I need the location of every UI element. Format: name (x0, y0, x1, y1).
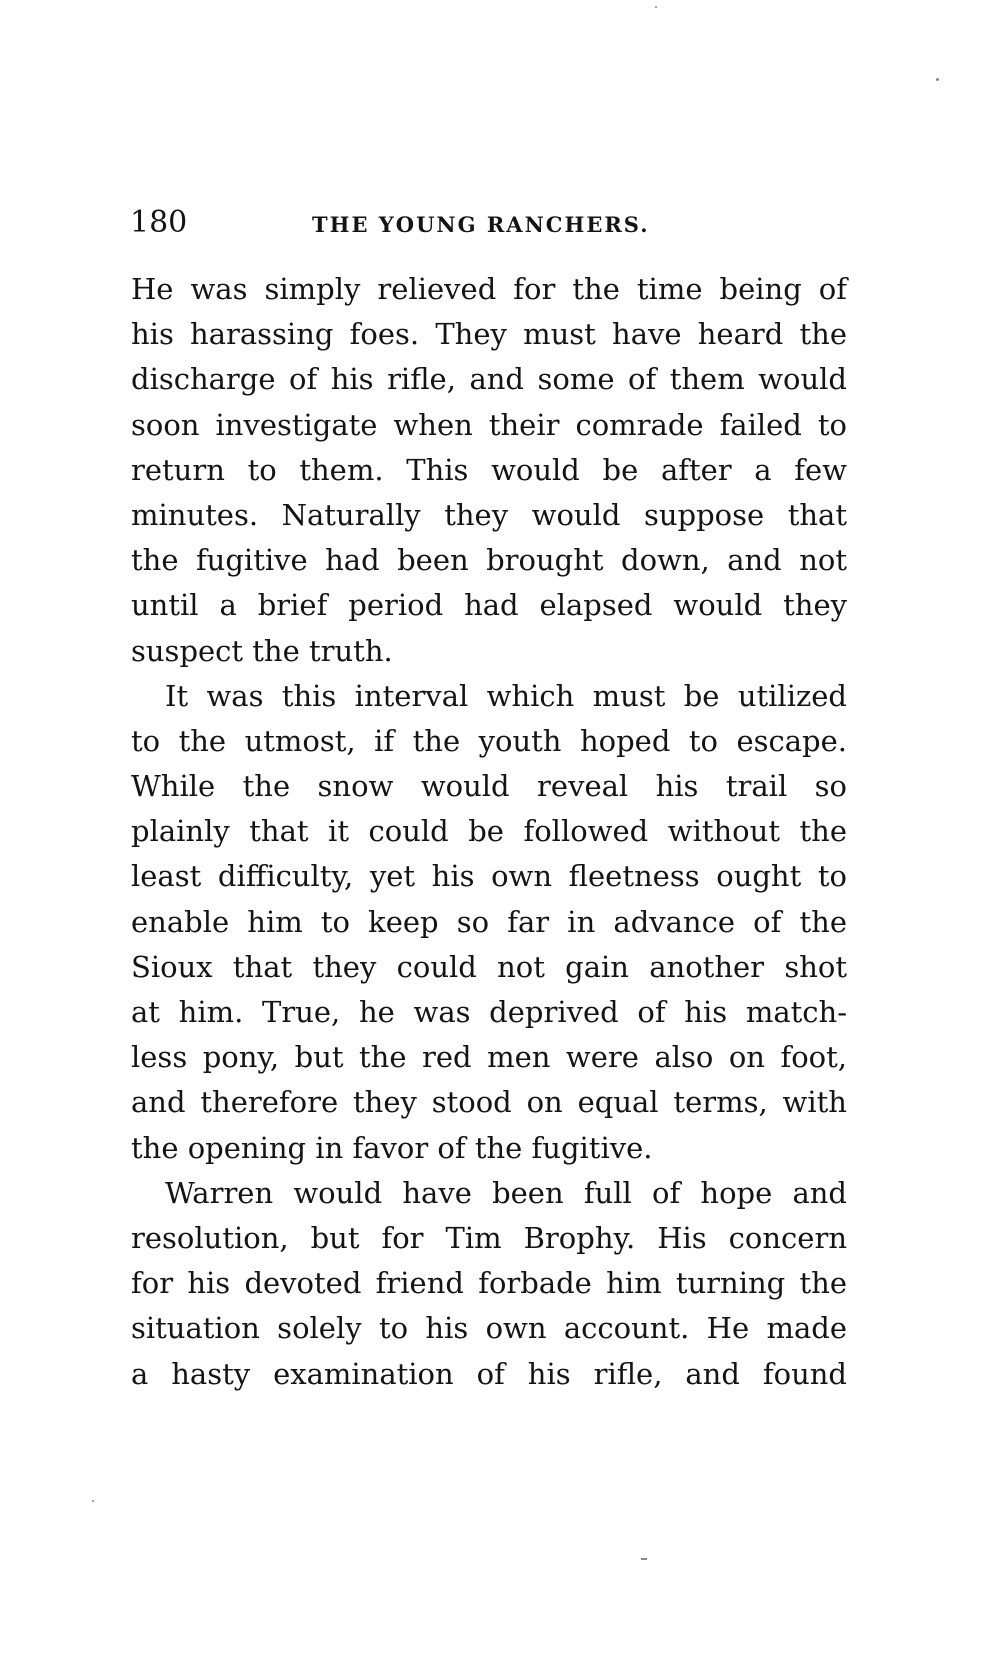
text-line: least difficulty, yet his own fleetness ought to (131, 859, 847, 894)
text-line: and therefore they stood on equal terms, with (131, 1085, 847, 1120)
text-line: suspect the truth. (131, 633, 393, 668)
scan-speck (92, 1500, 94, 1502)
text-line: Warren would have been full of hope and (165, 1175, 847, 1210)
text-line: until a brief period had elapsed would they (131, 588, 847, 623)
text-line: the fugitive had been brought down, and not (131, 543, 847, 578)
text-line: It was this interval which must be utilized (165, 678, 847, 713)
page-header (130, 205, 860, 245)
scan-speck (641, 1558, 647, 1560)
text-line: resolution, but for Tim Brophy. His concern (131, 1220, 847, 1255)
text-line: Sioux that they could not gain another shot (131, 949, 847, 984)
text-line: the opening in favor of the fugitive. (131, 1130, 653, 1165)
text-line: plainly that it could be followed without the (131, 814, 847, 849)
running-title: THE YOUNG RANCHERS. (312, 212, 650, 237)
text-line: less pony, but the red men were also on foot, (131, 1040, 847, 1075)
text-line: his harassing foes. They must have heard the (131, 317, 847, 352)
body-text (131, 267, 847, 1397)
text-line: minutes. Naturally they would suppose that (131, 497, 847, 532)
text-line: He was simply relieved for the time being of (131, 272, 847, 306)
text-line: situation solely to his own account. He made (131, 1311, 847, 1346)
text-line: enable him to keep so far in advance of the (131, 904, 847, 939)
text-line: soon investigate when their comrade failed to (131, 407, 847, 442)
text-line: discharge of his rifle, and some of them would (131, 362, 847, 397)
scan-speck (936, 78, 939, 81)
scan-speck (655, 6, 657, 8)
text-line: for his devoted friend forbade him turning the (131, 1266, 847, 1301)
page-number: 180 (130, 205, 188, 240)
text-line: return to them. This would be after a few (131, 452, 847, 487)
text-line: a hasty examination of his rifle, and found (131, 1356, 847, 1391)
text-line: to the utmost, if the youth hoped to escape. (131, 723, 847, 758)
text-line: While the snow would reveal his trail so (131, 769, 847, 804)
text-line: at him. True, he was deprived of his match- (131, 995, 847, 1029)
